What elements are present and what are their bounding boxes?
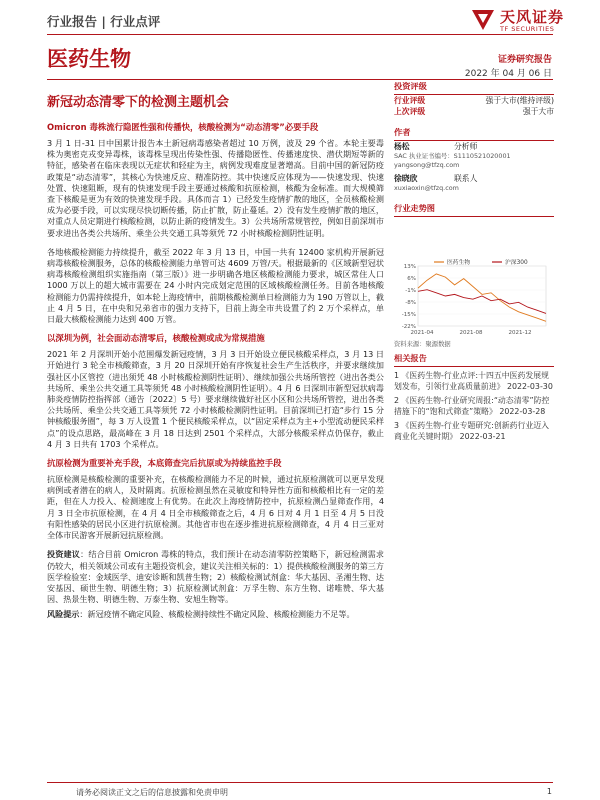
footer-divider xyxy=(47,782,553,783)
author-email[interactable]: xuxiaoxin@tfzq.com xyxy=(394,184,459,192)
y-tick-label: 13% xyxy=(403,264,416,270)
report-category: 行业报告 | 行业点评 xyxy=(47,14,161,29)
chart-source: 资料来源：聚源数据 xyxy=(394,341,451,348)
section-heading-3: 抗原检测为重要补充手段，本底筛查完后抗原或为持续监控手段 xyxy=(47,458,282,469)
x-tick-label: 2021-08 xyxy=(459,330,483,336)
related-report-item[interactable]: 3 《医药生物-行业专题研究:创新药行业迈入商业化关键时期》 2022-03-21 xyxy=(394,421,550,441)
y-tick-label: -1% xyxy=(405,288,416,294)
sector-title: 医药生物 xyxy=(47,47,131,71)
prev-rating-row xyxy=(394,106,554,117)
author-license: SAC 执业证书编号：S1110521020001 xyxy=(394,152,511,160)
author-1 xyxy=(394,141,554,152)
brand-name-en: TF SECURITIES xyxy=(500,25,555,33)
section-heading-1: Omicron 毒株流行隐匿性强和传播快，核酸检测为“动态清零”必要手段 xyxy=(47,122,319,132)
report-date: 2022 年 04 月 06 日 xyxy=(464,69,552,79)
main-content xyxy=(47,122,384,625)
risk-text: ：新冠疫情不确定风险、核酸检测持续性不确定风险、核酸检测能力不足等。 xyxy=(79,609,355,620)
prev-rating-label: 上次评级 xyxy=(394,107,426,116)
related-reports xyxy=(394,353,554,445)
related-report-item[interactable]: 2 《医药生物-行业研究周报:“动态清零”防控措施下的“饱和式筛查”策略》 2022-03-28 xyxy=(394,396,550,416)
x-tick-label: 2021-12 xyxy=(508,330,532,336)
paragraph: 2021 年 2 月深圳开始小范围爆发新冠疫情，3 月 3 日开始设立便民核酸采样点，3 月 13 日开始进行 3 轮全市核酸筛查，3 月 20 日深圳开始有序恢复社会生产生活秩序，并要求继续加强社区小区管控（进出须凭 48 小时核酸检测阴性证明）、继续加强公共场所管控（进出各类公共场所、乘坐公共交通工具等须凭 48 小时核酸检测阴性证明）。4 月 6 日深圳市新型冠状病毒肺炎疫情防控指挥部（通告〔2022〕5 号）要求继续做好社区小区和公共场所管控，进出各类公共场所、乘坐公共交通工具等须凭 72 小时核酸检测阴性证明。目前深圳已打造“步行 15 分钟核酸服务圈”，每 3 万人设置 1 个便民核酸采样点，以“固定采样点为主+小型流动便民采样点”的设点思路，最高峰在 3 月 18 日达到 2501 个采样点，大部分核酸采样点仍保存，截止 4 月 3 日共有 1703 个采样点。 xyxy=(47,349,384,449)
author-role: 分析师 xyxy=(454,142,478,151)
x-tick-label: 2021-04 xyxy=(410,330,434,336)
investment-advice xyxy=(47,549,384,605)
header-divider xyxy=(47,34,553,35)
trend-chart xyxy=(394,258,554,340)
sidebar xyxy=(394,78,554,217)
author-2 xyxy=(394,173,554,184)
brand-logo-icon xyxy=(470,6,496,32)
rating-row xyxy=(394,95,554,106)
prev-rating-value: 强于大市 xyxy=(522,107,554,116)
y-tick-label: -15% xyxy=(401,312,416,318)
author-email[interactable]: yangsong@tfzq.com xyxy=(394,161,460,169)
author-role: 联系人 xyxy=(454,174,478,183)
paragraph: 各地核酸检测能力持续提升，截至 2022 年 3 月 13 日，中国一共有 12400 家机构开展新冠病毒核酸检测服务，总体的核酸检测能力单管可达 4609 万管/天。根据最新的《区域新型冠状病毒核酸检测组织实施指南（第三版）》进一步明确各地区核酸检测能力要求，城区常住人口 1000 万以上的超大城市需要在 24 小时内完成划定范围的区域核酸检测任务。目前各地核酸检测能力仍需持续提升，如本轮上海疫情中，前期核酸检测单日检测能力为 190 万管以上，截止 4 月 5 日，在中央和兄弟省市的强力支持下，目前上海全市共设置了约 2 万个采样点，单日最大核酸检测能力达到 400 万管。 xyxy=(47,246,384,325)
footer-disclaimer: 请务必阅读正文之后的信息披露和免责申明 xyxy=(76,788,228,797)
authors-header: 作者 xyxy=(394,124,554,141)
page-number: 1 xyxy=(546,787,552,796)
advice-label: 投资建议 xyxy=(47,549,81,560)
rating-value: 强于大市(维持评级) xyxy=(485,96,554,105)
advice-text: ：结合目前 Omicron 毒株的特点，我们预计在动态清零防控策略下，新冠检测需求仍较大，相关领域公司或有主题投资机会，建议关注相关标的：1）提供核酸检测服务的第三方医学检验室：金域医学、迪安诊断和凯普生物；2）核酸检测试剂盒：华大基因、圣湘生物、达安基因、硕世生物、明德生物；3）抗原检测试剂盒：万孚生物、东方生物、诺唯赞、华大基因、热景生物、明德生物、万泰生物、安旭生物等。 xyxy=(47,549,384,605)
risk-label: 风险提示 xyxy=(47,609,80,620)
brand-logo xyxy=(470,4,575,36)
section-heading-2: 以深圳为例，社会面动态清零后，核酸检测或成为常规措施 xyxy=(47,333,265,344)
author-name: 徐晓欣 xyxy=(394,174,418,183)
y-tick-label: -22% xyxy=(401,324,416,330)
legend-label: 沪深300 xyxy=(505,260,528,266)
brand-name: 天风证券 xyxy=(500,8,565,26)
risk-warning xyxy=(47,609,384,620)
y-tick-label: -8% xyxy=(405,300,416,306)
y-tick-label: 6% xyxy=(407,276,416,282)
trend-header: 行业走势图 xyxy=(394,200,554,217)
paragraph: 抗原检测是核酸检测的重要补充，在核酸检测能力不足的时候，通过抗原检测就可以更早发现病例或者潜在的病人，及时隔离。抗原检测虽然在灵敏度和特异性方面和核酸相比有一定的差距，但在人力投入、检测速度上有优势。在此次上海疫情防控中，抗原检测凸显筛查作用，4 月 3 日全市抗原检测，在 4 月 4 日全市核酸筛查之后，4 月 6 日对 4 月 1 日至 4 月 5 日没有阳性感染的居民小区进行抗原检测。其他省市也在逐步推进抗原检测筛查，4 月 4 日三亚对全体市民游客开展新冠抗原检测。 xyxy=(47,474,384,541)
report-type: 证券研究报告 xyxy=(497,55,552,65)
legend-label: 医药生物 xyxy=(447,260,471,266)
related-header: 相关报告 xyxy=(394,353,554,367)
report-title: 新冠动态清零下的检测主题机会 xyxy=(47,95,230,110)
rating-label: 行业评级 xyxy=(394,96,426,105)
paragraph: 3 月 1 日-31 日中国累计报告本土新冠病毒感染者超过 10 万例，波及 29 个省。本轮主要毒株为奥密克戎变异毒株，该毒株呈现出传染性强、传播隐匿性、传播速度快、潜伏期短等新的特征，感染者在临床表现以无症状和轻症为主，病例发现难度显著增高。目前中国的新冠防疫政策是“动态清零”，其核心为快速反应、精准防控。其中快速反应体现为——快速发现、快速处置、快速阻断，现有的快速发现手段主要通过核酸和抗原检测，核酸为金标准。而大规模筛查下核酸是更为有效的快速发现手段。具体而言 1）已经发生疫情扩散的地区，全员核酸检测成为必要手段，可以实现尽快切断传播，防止扩散，防止蔓延。2）没有发生疫情扩散的地区，对重点人员定期进行核酸检测，以防止新的疫情发生。3）公共场所常规管控，例如目前深圳市要求进出各类公共场所、乘坐公共交通工具等须凭 72 小时核酸检测阴性证明。 xyxy=(47,138,384,238)
related-report-item[interactable]: 1 《医药生物-行业点评:十四五中医药发展规划发布，引领行业高质量前进》 2022-03-30 xyxy=(394,371,553,391)
author-name: 杨松 xyxy=(394,142,410,151)
series-line-2 xyxy=(418,290,546,314)
rating-header: 投资评级 xyxy=(394,78,554,95)
